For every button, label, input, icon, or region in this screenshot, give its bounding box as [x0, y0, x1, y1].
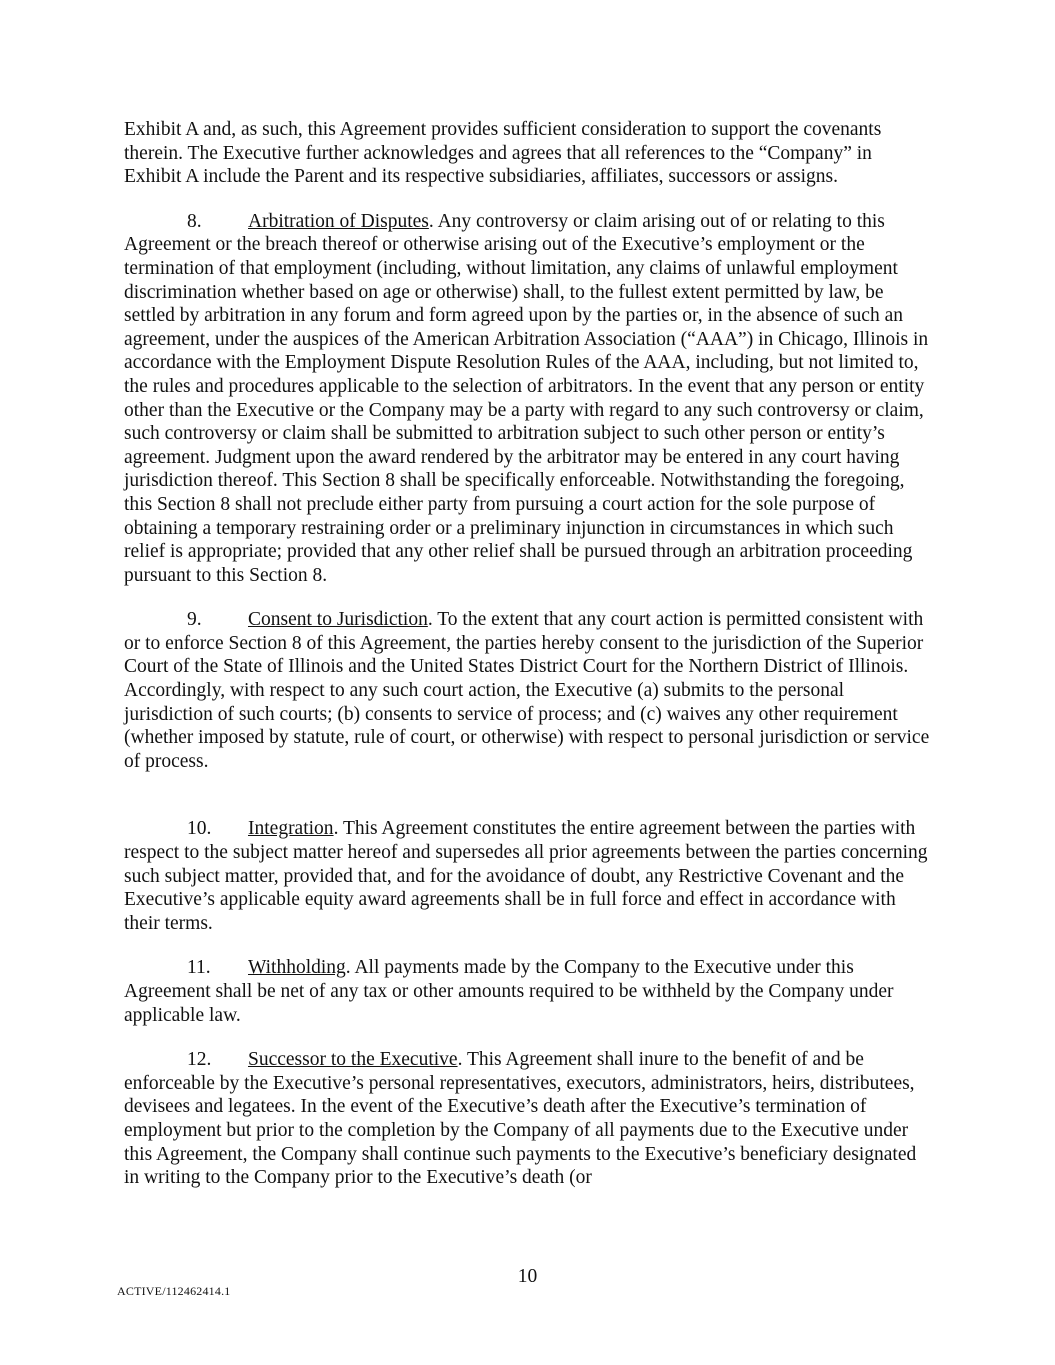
section-heading: Consent to Jurisdiction: [248, 609, 428, 631]
document-page: [124, 118, 934, 1211]
section-number: 8.: [187, 210, 202, 232]
section-number: 9.: [187, 609, 202, 631]
intro-paragraph: Exhibit A and, as such, this Agreement provides sufficient consideration to support the covenants therein. The Executive further acknowledges and agrees that all references to the “Company” in Exhibit A include the Parent and its respective subsidiaries, affiliates, successors or assigns.: [124, 119, 882, 188]
section-number: 10.: [187, 818, 212, 840]
section-heading: Successor to the Executive: [248, 1049, 458, 1071]
section-heading: Arbitration of Disputes: [248, 210, 429, 232]
section-body: . To the extent that any court action is permitted consistent with or to enforce Section 8 of this Agreement, the parties hereby consent to the jurisdiction of the Superior Court of the State of Illinois and the United States District Court for the Northern District of Illinois. Accordingly, with respect to any such court action, the Executive (a) submits to the personal jurisdiction of such courts; (b) consents to service of process; and (c) waives any other requirement (whether imposed by statute, rule of court, or otherwise) with respect to personal jurisdiction or service of process.: [124, 609, 930, 772]
section-body: . This Agreement constitutes the entire agreement between the parties with respect to the subject matter hereof and supersedes all prior agreements between the parties concerning such subject matter, provided that, and for the avoidance of doubt, any Restrictive Covenant and the Executive’s applicable equity award agreements shall be in full force and effect in accordance with their terms.: [124, 818, 928, 934]
section-body: . This Agreement shall inure to the benefit of and be enforceable by the Executive’s personal representatives, executors, administrators, heirs, distributees, devisees and legatees. In the event of the Executive’s death after the Executive’s termination of employment but prior to the completion by the Company of all payments due to the Executive under this Agreement, the Company shall continue such payments to the Executive’s beneficiary designated in writing to the Company prior to the Executive’s death (or: [124, 1049, 917, 1189]
section-heading: Withholding: [248, 957, 346, 979]
section-8: [124, 210, 934, 588]
section-11: [124, 956, 934, 1027]
document-id: ACTIVE/112462414.1: [117, 1284, 231, 1298]
section-body: . Any controversy or claim arising out of or relating to this Agreement or the breach thereof or otherwise arising out of the Executive’s employment or the termination of that employment (including, without limitation, any claims of unlawful employment discrimination whether based on age or otherwise) shall, to the fullest extent permitted by law, be settled by arbitration in any forum and form agreed upon by the parties or, in the absence of such an agreement, under the auspices of the American Arbitration Association (“AAA”) in Chicago, Illinois in accordance with the Employment Dispute Resolution Rules of the AAA, including, but not limited to, the rules and procedures applicable to the selection of arbitrators. In the event that any person or entity other than the Executive or the Company may be a party with regard to any such controversy or claim, such controversy or claim shall be submitted to arbitration subject to such other person or entity’s agreement. Judgment upon the award rendered by the arbitrator may be entered in any court having jurisdiction thereof. This Section 8 shall be specifically enforceable. Notwithstanding the foregoing, this Section 8 shall not preclude either party from pursuing a court action for the sole purpose of obtaining a temporary restraining order or a preliminary injunction in circumstances in which such relief is appropriate; provided that any other relief shall be pursued through an arbitration proceeding pursuant to this Section 8.: [124, 210, 929, 586]
section-number: 12.: [187, 1049, 212, 1071]
section-number: 11.: [187, 957, 211, 979]
section-10: [124, 817, 934, 935]
section-12: [124, 1048, 934, 1190]
section-9: [124, 608, 934, 773]
section-body: . All payments made by the Company to the Executive under this Agreement shall be net of any tax or other amounts required to be withheld by the Company under applicable law.: [124, 957, 894, 1026]
page-number: 10: [517, 1266, 538, 1287]
section-heading: Integration: [248, 818, 334, 840]
